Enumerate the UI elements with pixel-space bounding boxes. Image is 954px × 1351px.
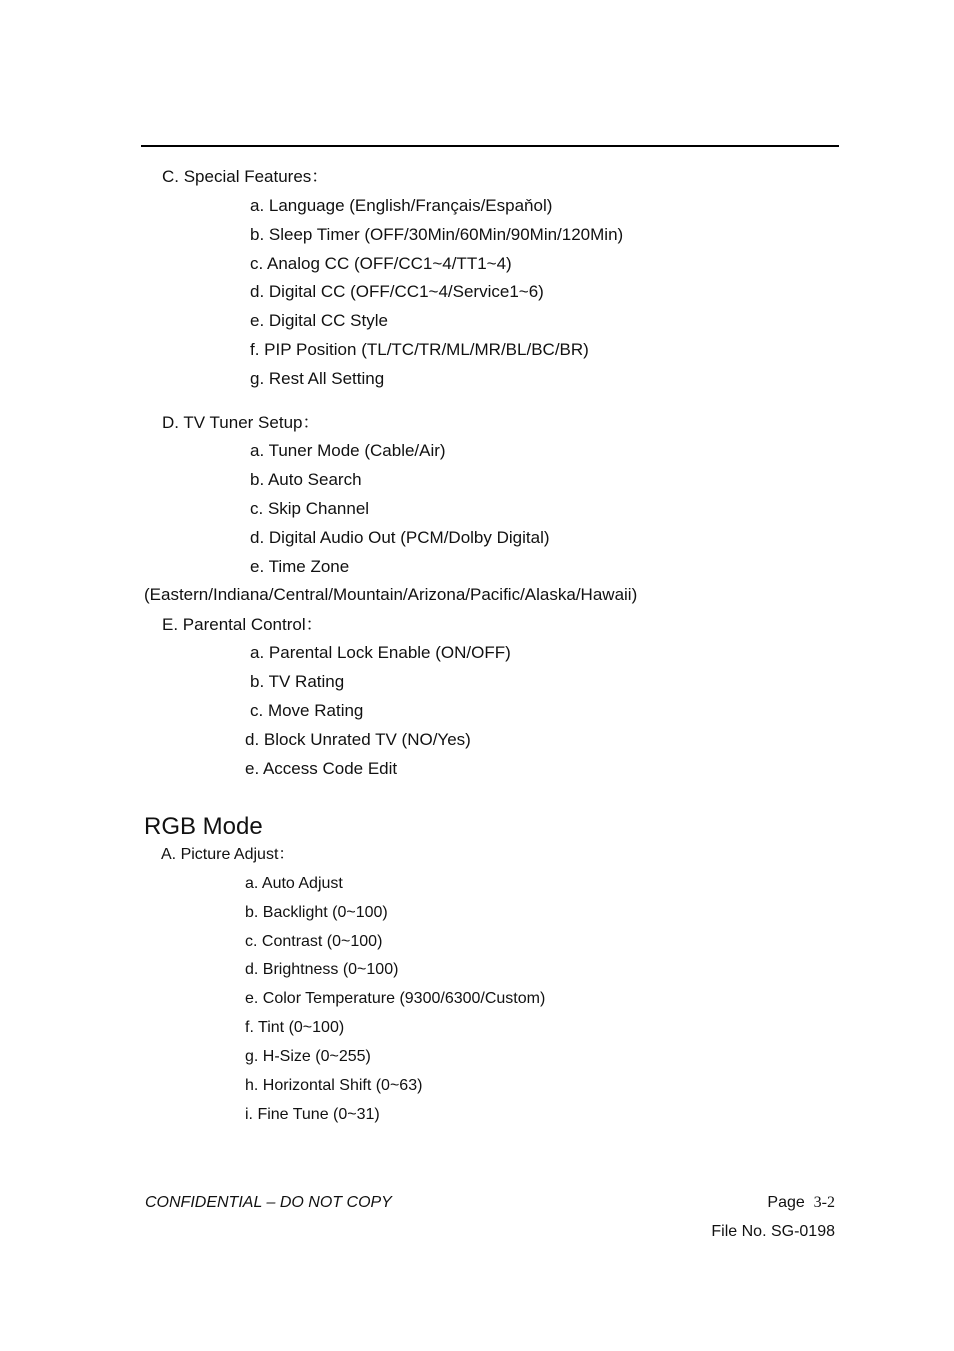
list-item: d. Block Unrated TV (NO/Yes) [245, 730, 471, 749]
page-indicator [767, 1193, 835, 1213]
list-item: b. Sleep Timer (OFF/30Min/60Min/90Min/120Min) [250, 225, 624, 244]
list-item: d. Digital Audio Out (PCM/Dolby Digital) [250, 528, 550, 547]
list-item: a. Parental Lock Enable (ON/OFF) [250, 643, 511, 662]
list-item: d. Digital CC (OFF/CC1~4/Service1~6) [250, 282, 544, 301]
section-title-parental-control: E. Parental Control： [162, 615, 323, 634]
list-item: c. Contrast (0~100) [245, 933, 383, 950]
section-title-tv-tuner: D. TV Tuner Setup： [162, 413, 320, 432]
list-item: d. Brightness (0~100) [245, 961, 399, 978]
list-item: b. Auto Search [250, 470, 362, 489]
list-item: b. TV Rating [250, 672, 345, 691]
page-number: 3-2 [813, 1194, 835, 1211]
list-item: g. H-Size (0~255) [245, 1048, 371, 1065]
list-item: b. Backlight (0~100) [245, 904, 388, 921]
section-title-picture-adjust: A. Picture Adjust： [161, 846, 295, 863]
list-item: e. Time Zone [250, 557, 350, 576]
list-item: h. Horizontal Shift (0~63) [245, 1077, 423, 1094]
list-item: a. Tuner Mode (Cable/Air) [250, 441, 446, 460]
header-rule [141, 145, 839, 147]
list-item: c. Move Rating [250, 701, 364, 720]
list-item: c. Skip Channel [250, 499, 370, 518]
list-item: e. Color Temperature (9300/6300/Custom) [245, 990, 546, 1007]
list-item: f. Tint (0~100) [245, 1019, 345, 1036]
list-item: e. Digital CC Style [250, 311, 388, 330]
list-item: c. Analog CC (OFF/CC1~4/TT1~4) [250, 254, 512, 273]
list-item: a. Auto Adjust [245, 875, 343, 892]
page-label: Page [767, 1194, 805, 1211]
file-number: File No. SG-0198 [711, 1223, 835, 1240]
list-item: f. PIP Position (TL/TC/TR/ML/MR/BL/BC/BR) [250, 340, 589, 359]
section-title-special-features: C. Special Features： [162, 167, 329, 186]
time-zone-options: (Eastern/Indiana/Central/Mountain/Arizona/Pacific/Alaska/Hawaii) [144, 585, 638, 604]
list-item: a. Language (English/Français/Espaňol) [250, 196, 553, 215]
confidential-notice: CONFIDENTIAL – DO NOT COPY [145, 1194, 392, 1211]
rgb-mode-heading: RGB Mode [144, 813, 263, 840]
list-item: e. Access Code Edit [245, 759, 398, 778]
list-item: g. Rest All Setting [250, 369, 385, 388]
list-item: i. Fine Tune (0~31) [245, 1106, 380, 1123]
